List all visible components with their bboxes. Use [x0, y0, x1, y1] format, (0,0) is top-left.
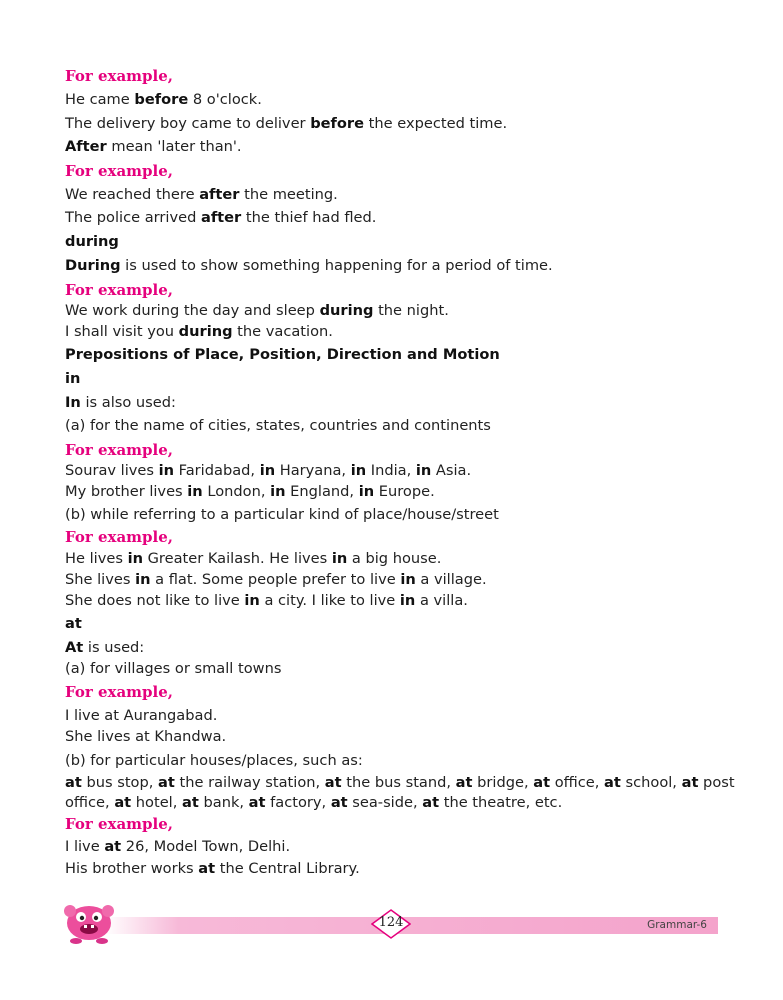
- text-run: a big house.: [347, 550, 442, 567]
- text-line: [65, 727, 743, 747]
- bold-term: after: [200, 209, 242, 226]
- text-run: the railway station,: [174, 774, 325, 791]
- text-run: 26, Model Town, Delhi.: [121, 838, 291, 855]
- text-run: He came: [65, 91, 135, 108]
- bold-term: at: [330, 794, 348, 811]
- text-run: the thief had fled.: [241, 209, 377, 226]
- bold-term: in: [259, 462, 276, 479]
- text-line: [65, 461, 743, 481]
- text-run: Faridabad,: [174, 462, 260, 479]
- text-run: a flat. Some people prefer to live: [150, 571, 401, 588]
- bold-term: before: [310, 115, 365, 132]
- text-line: [65, 505, 743, 525]
- bold-term: in: [400, 571, 416, 588]
- bold-term: at: [248, 794, 266, 811]
- text-run: school,: [620, 774, 682, 791]
- text-run: bank,: [198, 794, 249, 811]
- text-run: Sourav lives: [65, 462, 159, 479]
- text-run: She does not like to live: [65, 592, 245, 609]
- example-label: [65, 814, 743, 834]
- text-run: office,: [550, 774, 605, 791]
- text-line: [65, 591, 743, 611]
- text-run: the theatre, etc.: [439, 794, 563, 811]
- text-line: [65, 416, 743, 436]
- bold-term: after: [199, 186, 240, 203]
- text-line: [65, 301, 743, 321]
- text-line: [65, 90, 743, 110]
- section-heading: [65, 232, 743, 252]
- text-run: 8 o'clock.: [188, 91, 262, 108]
- footer-band: [105, 917, 718, 934]
- text-run: bus stop,: [81, 774, 159, 791]
- text-run: mean 'later than'.: [106, 138, 242, 155]
- text-run: His brother works: [65, 860, 199, 877]
- bold-term: at: [533, 774, 551, 791]
- text-line: [65, 393, 743, 413]
- text-run: She lives: [65, 571, 136, 588]
- bold-term: at: [158, 774, 175, 791]
- bold-term: in: [187, 483, 203, 500]
- section-heading: [65, 614, 743, 634]
- text-line: [65, 659, 743, 679]
- bold-term: in: [135, 571, 151, 588]
- bold-term: at: [455, 774, 473, 791]
- text-run: We work during the day and sleep: [65, 302, 320, 319]
- text-run: For example,: [65, 67, 173, 85]
- bold-term: in: [350, 462, 367, 479]
- text-run: (a) for villages or small towns: [65, 660, 282, 677]
- text-run: (a) for the name of cities, states, countries and continents: [65, 417, 491, 434]
- example-label: [65, 682, 743, 702]
- text-line: [65, 570, 743, 590]
- text-run: during: [65, 233, 119, 250]
- text-line: [65, 859, 743, 879]
- text-line: [65, 137, 743, 157]
- text-run: My brother lives: [65, 483, 188, 500]
- text-run: He lives: [65, 550, 128, 567]
- text-run: the vacation.: [232, 323, 333, 340]
- book-title-label: Grammar-6: [647, 919, 707, 931]
- bold-term: at: [681, 774, 699, 791]
- text-run: (b) while referring to a particular kind of place/house/street: [65, 506, 499, 523]
- bold-term: at: [324, 774, 342, 791]
- example-label: [65, 440, 743, 460]
- text-run: London,: [202, 483, 271, 500]
- example-label: [65, 66, 743, 86]
- text-run: a city. I like to live: [259, 592, 400, 609]
- section-heading: [65, 345, 743, 365]
- bold-term: during: [319, 302, 374, 319]
- bold-term: In: [65, 394, 81, 411]
- text-run: a villa.: [415, 592, 468, 609]
- text-run: The police arrived: [65, 209, 201, 226]
- text-run: is used:: [83, 639, 145, 656]
- text-run: Greater Kailash. He lives: [142, 550, 332, 567]
- text-run: She lives at Khandwa.: [65, 728, 227, 745]
- text-run: hotel,: [131, 794, 183, 811]
- text-run: For example,: [65, 162, 173, 180]
- text-run: Europe.: [374, 483, 435, 500]
- bold-term: at: [604, 774, 621, 791]
- text-run: factory,: [265, 794, 331, 811]
- bold-term: After: [65, 138, 107, 155]
- text-run: We reached there: [65, 186, 200, 203]
- text-run: (b) for particular houses/places, such as:: [65, 752, 363, 769]
- text-run: For example,: [65, 528, 173, 546]
- text-line: [65, 114, 743, 134]
- bold-term: in: [244, 592, 260, 609]
- bold-term: in: [331, 550, 348, 567]
- bold-term: At: [65, 639, 84, 656]
- section-heading: [65, 369, 743, 389]
- bold-term: in: [270, 483, 286, 500]
- text-run: a village.: [415, 571, 487, 588]
- text-run: The delivery boy came to deliver: [65, 115, 311, 132]
- text-run: the bus stand,: [341, 774, 456, 791]
- bold-term: at: [104, 838, 122, 855]
- text-line: [65, 773, 743, 813]
- text-line: [65, 638, 743, 658]
- text-run: For example,: [65, 441, 173, 459]
- bold-term: in: [127, 550, 143, 567]
- example-label: [65, 527, 743, 547]
- text-run: sea-side,: [347, 794, 423, 811]
- example-label: [65, 161, 743, 181]
- text-run: post office,: [65, 774, 735, 811]
- text-line: [65, 208, 743, 228]
- text-line: [65, 482, 743, 502]
- bold-term: in: [358, 483, 375, 500]
- text-run: the night.: [373, 302, 449, 319]
- page-number: 124: [378, 915, 404, 930]
- bold-term: during: [178, 323, 233, 340]
- text-run: Haryana,: [275, 462, 351, 479]
- text-run: the expected time.: [364, 115, 508, 132]
- bold-term: During: [65, 257, 121, 274]
- text-run: India,: [366, 462, 416, 479]
- bold-term: in: [399, 592, 416, 609]
- text-line: [65, 185, 743, 205]
- text-run: I shall visit you: [65, 323, 179, 340]
- text-run: For example,: [65, 281, 173, 299]
- text-line: [65, 549, 743, 569]
- bold-term: at: [65, 774, 82, 791]
- text-run: For example,: [65, 815, 173, 833]
- text-run: at: [65, 615, 82, 632]
- text-run: Asia.: [431, 462, 472, 479]
- bold-term: in: [415, 462, 432, 479]
- bold-term: at: [114, 794, 132, 811]
- bold-term: at: [182, 794, 199, 811]
- bold-term: at: [422, 794, 440, 811]
- text-run: I live: [65, 838, 105, 855]
- text-line: [65, 256, 743, 276]
- text-line: [65, 751, 743, 771]
- text-run: I live at Aurangabad.: [65, 707, 218, 724]
- example-label: [65, 280, 743, 300]
- text-run: is also used:: [80, 394, 176, 411]
- bold-term: at: [198, 860, 216, 877]
- bold-term: in: [158, 462, 175, 479]
- text-line: [65, 706, 743, 726]
- bold-term: before: [134, 91, 189, 108]
- text-run: England,: [285, 483, 359, 500]
- text-run: For example,: [65, 683, 173, 701]
- text-run: in: [65, 370, 81, 387]
- text-line: [65, 837, 743, 857]
- page-number-badge: [371, 909, 411, 939]
- text-run: Prepositions of Place, Position, Direction and Motion: [65, 346, 500, 363]
- text-line: [65, 322, 743, 342]
- text-run: the meeting.: [239, 186, 338, 203]
- text-run: the Central Library.: [215, 860, 360, 877]
- text-run: bridge,: [472, 774, 534, 791]
- pink-monster-mascot-icon: [60, 895, 118, 945]
- text-run: is used to show something happening for a period of time.: [120, 257, 553, 274]
